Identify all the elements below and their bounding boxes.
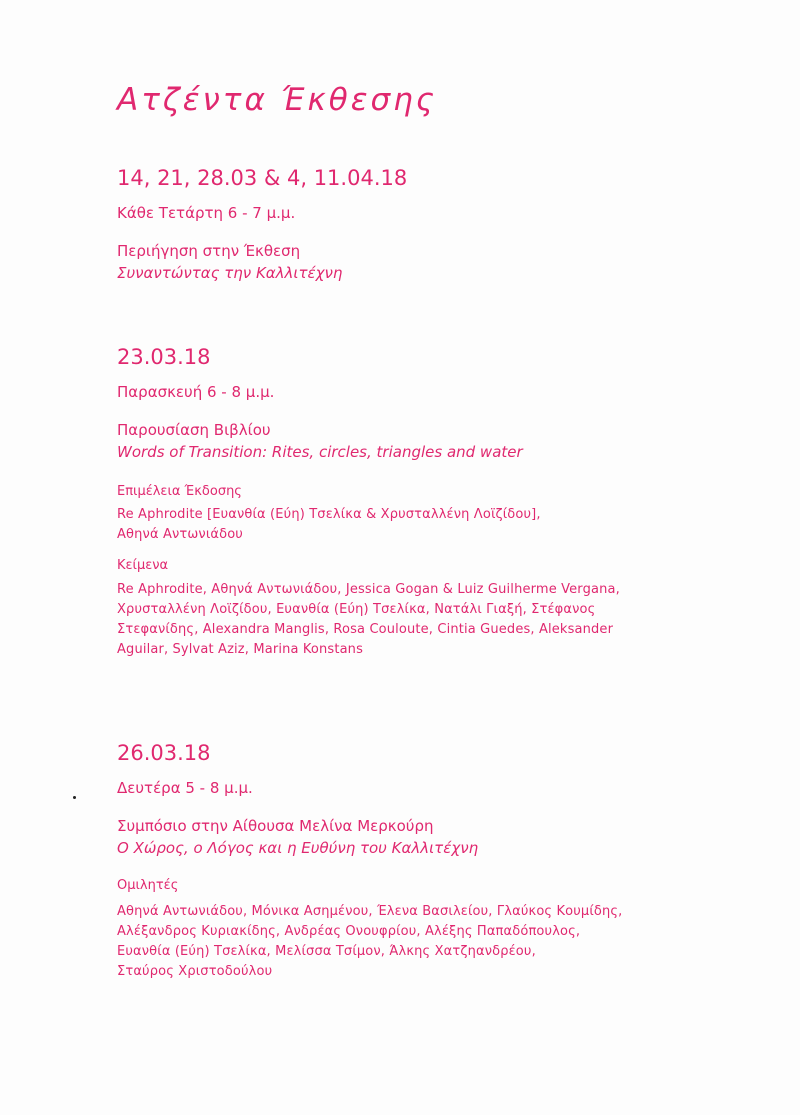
names-line: Ευανθία (Εύη) Τσελίκα, Μελίσσα Τσίμον, Άλκης Χατζηανδρέου, xyxy=(117,944,536,959)
event-subtitle: Συναντώντας την Καλλιτέχνη xyxy=(117,264,343,282)
page-title: Ατζέντα Έκθεσης xyxy=(117,82,438,118)
event-title: Παρουσίαση Βιβλίου xyxy=(117,421,271,439)
names-line: Re Aphrodite [Ευανθία (Εύη) Τσελίκα & Χρυσταλλένη Λοϊζίδου], xyxy=(117,507,541,522)
event-title: Περιήγηση στην Έκθεση xyxy=(117,242,301,260)
event-date: 14, 21, 28.03 & 4, 11.04.18 xyxy=(117,166,408,190)
event-3 xyxy=(117,740,737,982)
event-subtitle: Ο Χώρος, ο Λόγος και η Ευθύνη του Καλλιτέχνη xyxy=(117,839,479,857)
names-line: Aguilar, Sylvat Aziz, Marina Konstans xyxy=(117,642,363,657)
event-time: Κάθε Τετάρτη 6 - 7 μ.μ. xyxy=(117,204,296,222)
event-date: 26.03.18 xyxy=(117,741,211,765)
event-subtitle: Words of Transition: Rites, circles, triangles and water xyxy=(117,443,523,461)
speakers-label: Ομιλητές xyxy=(117,878,179,893)
event-2 xyxy=(117,344,737,660)
event-time: Παρασκευή 6 - 8 μ.μ. xyxy=(117,383,275,401)
event-1 xyxy=(117,165,737,284)
speakers-names xyxy=(117,902,737,982)
names-line: Σταύρος Χριστοδούλου xyxy=(117,964,273,979)
texts-names xyxy=(117,580,737,660)
event-date: 23.03.18 xyxy=(117,345,211,369)
editing-names xyxy=(117,505,737,545)
texts-label: Κείμενα xyxy=(117,558,169,573)
editing-label: Επιμέλεια Έκδοσης xyxy=(117,484,242,499)
scan-speck xyxy=(73,796,76,799)
event-title: Συμπόσιο στην Αίθουσα Μελίνα Μερκούρη xyxy=(117,817,434,835)
names-line: Αλέξανδρος Κυριακίδης, Ανδρέας Ονουφρίου, Αλέξης Παπαδόπουλος, xyxy=(117,924,581,939)
names-line: Χρυσταλλένη Λοϊζίδου, Ευανθία (Εύη) Τσελίκα, Νατάλι Γιαξή, Στέφανος xyxy=(117,602,596,617)
names-line: Αθηνά Αντωνιάδου xyxy=(117,527,243,542)
names-line: Αθηνά Αντωνιάδου, Μόνικα Ασημένου, Έλενα Βασιλείου, Γλαύκος Κουμίδης, xyxy=(117,904,623,919)
names-line: Re Aphrodite, Αθηνά Αντωνιάδου, Jessica Gogan & Luiz Guilherme Vergana, xyxy=(117,582,620,597)
names-line: Στεφανίδης, Alexandra Manglis, Rosa Couloute, Cintia Guedes, Aleksander xyxy=(117,622,614,637)
event-time: Δευτέρα 5 - 8 μ.μ. xyxy=(117,779,253,797)
